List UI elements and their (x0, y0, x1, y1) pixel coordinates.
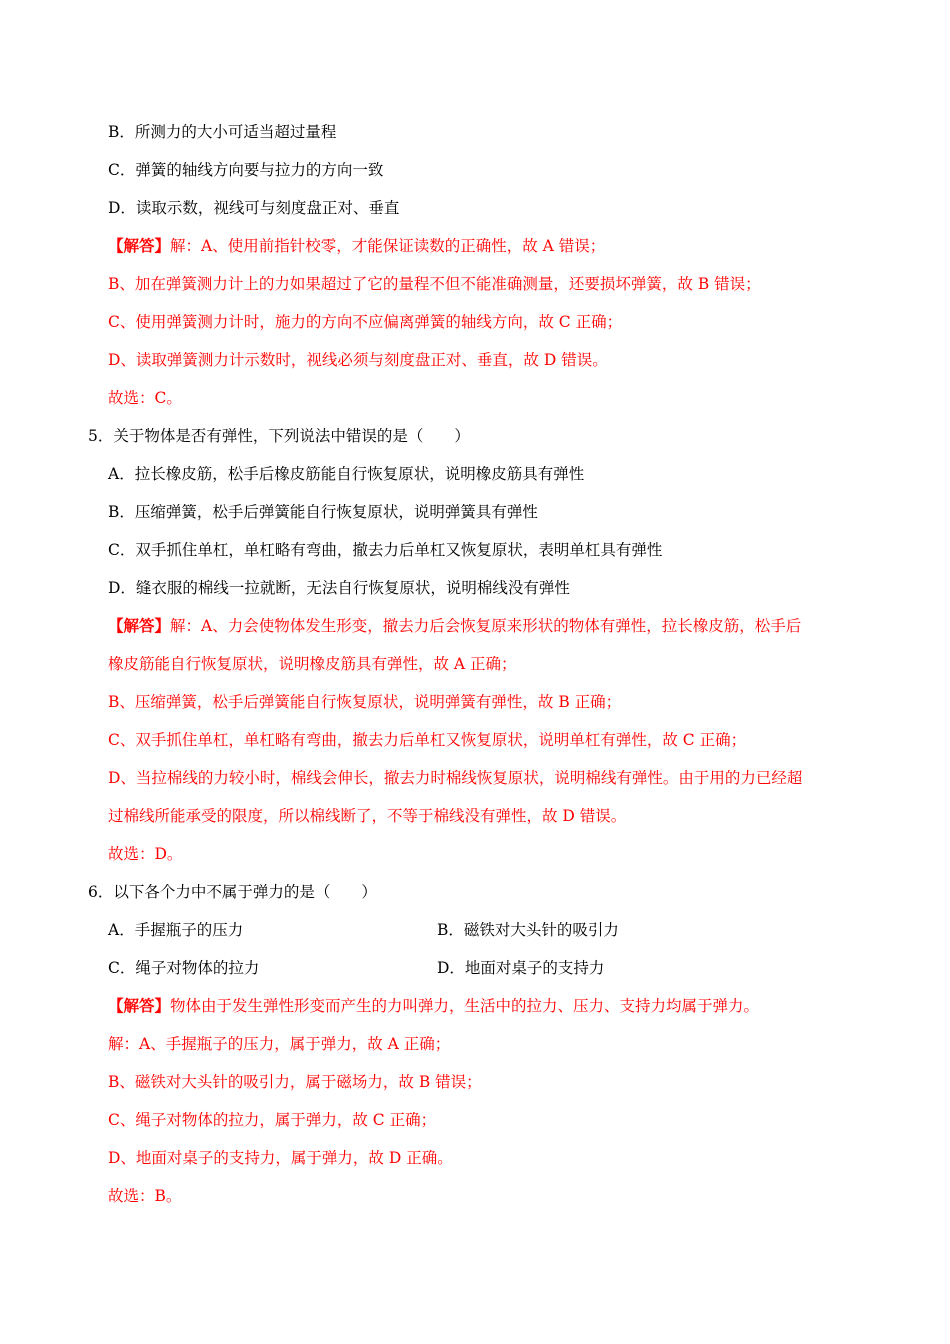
q6-answer-line-5: D、地面对桌子的支持力，属于弹力，故 D 正确。 (108, 1149, 453, 1167)
answer-tag: 【解答】 (108, 616, 171, 635)
q4-option-b: B．所测力的大小可适当超过量程 (108, 123, 337, 141)
q6-option-c: C．绳子对物体的拉力 (108, 959, 260, 977)
q5-option-b: B．压缩弹簧，松手后弹簧能自行恢复原状，说明弹簧具有弹性 (108, 503, 538, 521)
q5-answer-line-2: 橡皮筋能自行恢复原状，说明橡皮筋具有弹性，故 A 正确； (108, 655, 517, 673)
answer-text: 物体由于发生弹性形变而产生的力叫弹力，生活中的拉力、压力、支持力均属于弹力。 (170, 997, 760, 1015)
q5-answer-line-1 (108, 616, 801, 636)
answer-text: 解：A、使用前指针校零，才能保证读数的正确性，故 A 错误； (170, 237, 606, 255)
q5-option-a: A．拉长橡皮筋，松手后橡皮筋能自行恢复原状，说明橡皮筋具有弹性 (108, 465, 585, 483)
q6-answer-line-3: B、磁铁对大头针的吸引力，属于磁场力，故 B 错误； (108, 1073, 482, 1091)
q6-option-b: B．磁铁对大头针的吸引力 (437, 921, 619, 939)
q5-answer-line-6: 过棉线所能承受的限度，所以棉线断了，不等于棉线没有弹性，故 D 错误。 (108, 807, 627, 825)
q6-answer-line-2: 解：A、手握瓶子的压力，属于弹力，故 A 正确； (108, 1035, 451, 1053)
q6-answer-choice: 故选：B。 (108, 1187, 182, 1205)
q4-answer-line-3: C、使用弹簧测力计时，施力的方向不应偏离弹簧的轴线方向，故 C 正确； (108, 313, 623, 331)
q4-answer-line-4: D、读取弹簧测力计示数时，视线必须与刻度盘正对、垂直，故 D 错误。 (108, 351, 608, 369)
q6-stem: 6．以下各个力中不属于弹力的是（ ） (88, 883, 377, 901)
q6-option-d: D．地面对桌子的支持力 (437, 959, 605, 977)
answer-text: 解：A、力会使物体发生形变，撤去力后会恢复原来形状的物体有弹性，拉长橡皮筋，松手后 (170, 617, 802, 635)
answer-tag: 【解答】 (108, 236, 171, 255)
q4-option-c: C．弹簧的轴线方向要与拉力的方向一致 (108, 161, 384, 179)
answer-tag: 【解答】 (108, 996, 171, 1015)
q5-option-d: D．缝衣服的棉线一拉就断，无法自行恢复原状，说明棉线没有弹性 (108, 579, 570, 597)
q6-answer-line-4: C、绳子对物体的拉力，属于弹力，故 C 正确； (108, 1111, 437, 1129)
q5-answer-choice: 故选：D。 (108, 845, 183, 863)
q5-answer-line-5: D、当拉棉线的力较小时，棉线会伸长，撤去力时棉线恢复原状，说明棉线有弹性。由于用的力已经超 (108, 769, 803, 787)
q5-stem: 5．关于物体是否有弹性，下列说法中错误的是（ ） (88, 427, 470, 445)
q5-answer-line-4: C、双手抓住单杠，单杠略有弯曲，撤去力后单杠又恢复原状，说明单杠有弹性，故 C 正确； (108, 731, 747, 749)
q5-option-c: C．双手抓住单杠，单杠略有弯曲，撤去力后单杠又恢复原状，表明单杠具有弹性 (108, 541, 663, 559)
q4-option-d: D．读取示数，视线可与刻度盘正对、垂直 (108, 199, 400, 217)
q5-answer-line-3: B、压缩弹簧，松手后弹簧能自行恢复原状，说明弹簧有弹性，故 B 正确； (108, 693, 622, 711)
q4-answer-choice: 故选：C。 (108, 389, 182, 407)
q4-answer-line-1 (108, 236, 605, 256)
q6-answer-line-1 (108, 996, 759, 1016)
q4-answer-line-2: B、加在弹簧测力计上的力如果超过了它的量程不但不能准确测量，还要损坏弹簧，故 B 错误； (108, 275, 761, 293)
q6-option-a: A．手握瓶子的压力 (108, 921, 244, 939)
